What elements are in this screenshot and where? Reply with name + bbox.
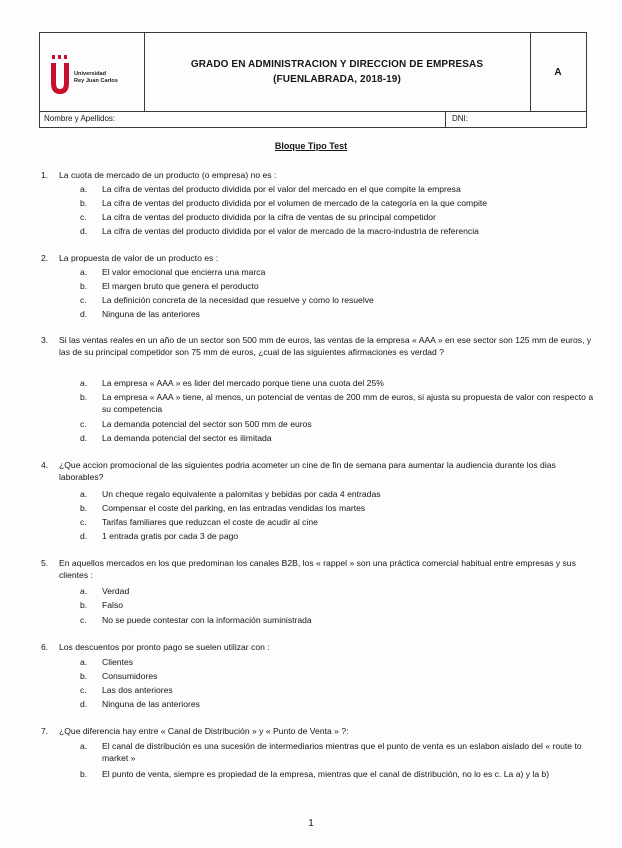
option-letter: a. xyxy=(80,184,88,194)
option-letter: a. xyxy=(80,378,88,388)
question-number: 2. xyxy=(41,253,49,263)
option-letter: a. xyxy=(80,741,88,751)
option-letter: d. xyxy=(80,309,88,319)
degree-title: GRADO EN ADMINISTRACION Y DIRECCION DE EMPRESAS xyxy=(190,59,484,70)
option-text: Falso xyxy=(102,600,124,610)
option-text: La empresa « AAA » es lider del mercado porque tiene una cuota del 25% xyxy=(102,378,384,388)
option-text: La demanda potencial del sector son 500 mm de euros xyxy=(102,419,312,429)
option-text: Tarifas familiares que reduzcan el coste de acudir al cine xyxy=(102,517,318,527)
option-text: 1 entrada gratis por cada 3 de pago xyxy=(102,531,239,541)
university-name-line2: Rey Juan Carlos xyxy=(74,78,118,84)
exam-version: A xyxy=(554,66,562,78)
option-text: Un cheque regalo equivalente a palomitas y bebidas por cada 4 entradas xyxy=(102,489,381,499)
option-letter: b. xyxy=(80,671,88,681)
name-label: Nombre y Apellidos: xyxy=(44,114,116,123)
university-logo-cell xyxy=(40,33,145,111)
question-text: ¿Que diferencia hay entre « Canal de Distribución » y « Punto de Venta » ?: xyxy=(59,726,349,736)
question-text: Los descuentos por pronto pago se suelen utilizar con : xyxy=(59,642,270,652)
option-letter: d. xyxy=(80,699,88,709)
option-letter: b. xyxy=(80,198,88,208)
option-letter: a. xyxy=(80,489,88,499)
option-letter: b. xyxy=(80,281,88,291)
option-text: Verdad xyxy=(102,586,130,596)
question-number: 4. xyxy=(41,460,49,470)
page-number: 1 xyxy=(308,818,314,829)
option-letter: b. xyxy=(80,600,88,610)
question-number: 7. xyxy=(41,726,49,736)
university-logo-icon xyxy=(49,55,71,95)
option-text: El punto de venta, siempre es propiedad de la empresa, mientras que el canal de distribución, no lo es c. La a) y la b) xyxy=(102,769,550,779)
option-letter: d. xyxy=(80,226,88,236)
option-letter: c. xyxy=(80,685,87,695)
dni-label: DNI: xyxy=(452,114,468,123)
option-text: La cifra de ventas del producto dividida por la cifra de ventas de su principal competidor xyxy=(102,212,436,222)
exam-title-cell xyxy=(144,33,531,111)
option-text: El margen bruto que genera el peroducto xyxy=(102,281,259,291)
option-text: Ninguna de las anteriores xyxy=(102,699,200,709)
dni-cell xyxy=(445,112,587,127)
option-text: El canal de distribución es una sucesión de intermediarios mientras que el punto de venta es un eslabon aislado del « route to market » xyxy=(102,741,582,763)
option-text: La cifra de ventas del producto dividida por el valor del mercado en el que compite la empresa xyxy=(102,184,461,194)
option-letter: a. xyxy=(80,267,88,277)
option-letter: c. xyxy=(80,615,87,625)
option-letter: a. xyxy=(80,657,88,667)
question-number: 3. xyxy=(41,335,49,345)
university-name xyxy=(74,71,118,85)
university-name-line1: Universidad xyxy=(74,71,107,77)
question-number: 1. xyxy=(41,170,49,180)
student-info-row xyxy=(39,112,587,128)
question-text: En aquellos mercados en los que predominan los canales B2B, los « rappel » son una práctica comercial habitual entre empresas y sus clientes : xyxy=(59,558,576,580)
question-text: La propuesta de valor de un producto es : xyxy=(59,253,219,263)
block-title: Bloque Tipo Test xyxy=(274,141,348,151)
option-text: Las dos anteriores xyxy=(102,685,173,695)
option-letter: c. xyxy=(80,419,87,429)
option-letter: a. xyxy=(80,586,88,596)
option-text: Compensar el coste del parking, en las entradas vendidas los martes xyxy=(102,503,366,513)
option-text: Ninguna de las anteriores xyxy=(102,309,200,319)
option-letter: c. xyxy=(80,295,87,305)
campus-year: (FUENLABRADA, 2018-19) xyxy=(273,74,401,85)
question-text: La cuota de mercado de un producto (o empresa) no es : xyxy=(59,170,277,180)
option-text: El valor emocional que encierra una marca xyxy=(102,267,266,277)
question-number: 5. xyxy=(41,558,49,568)
option-text: La definición concreta de la necesidad que resuelve y como lo resuelve xyxy=(102,295,374,305)
question-number: 6. xyxy=(41,642,49,652)
option-text: Clientes xyxy=(102,657,134,667)
option-letter: d. xyxy=(80,433,88,443)
option-text: La cifra de ventas del producto dividida por el valor de mercado de la macro-industria de referencia xyxy=(102,226,479,236)
option-text: La demanda potencial del sector es ilimitada xyxy=(102,433,272,443)
option-text: No se puede contestar con la información suministrada xyxy=(102,615,312,625)
option-letter: d. xyxy=(80,531,88,541)
option-letter: c. xyxy=(80,212,87,222)
option-letter: b. xyxy=(80,392,88,402)
option-letter: c. xyxy=(80,517,87,527)
question-text: ¿Que accion promocional de las siguientes podria acometer un cine de fin de semana para aumentar la audiencia durante los dias laborables? xyxy=(59,460,556,482)
option-text: La cifra de ventas del producto dividida por el volumen de mercado de la categoría en la que compite xyxy=(102,198,488,208)
option-letter: b. xyxy=(80,503,88,513)
option-text: La empresa « AAA » tiene, al menos, un potencial de ventas de 200 mm de euros, si ajusta su propuesta de valor con respecto a su competencia xyxy=(102,392,594,414)
option-letter: b. xyxy=(80,769,88,779)
question-text: Si las ventas reales en un año de un sector son 500 mm de euros, las ventas de la empresa « AAA » en ese sector son 125 mm de euros, y las de su principal competidor son 75 mm de euros, ¿cual de las siguientes afirmaciones es verdad ? xyxy=(59,335,592,357)
option-text: Consumidores xyxy=(102,671,158,681)
exam-header xyxy=(39,32,587,112)
